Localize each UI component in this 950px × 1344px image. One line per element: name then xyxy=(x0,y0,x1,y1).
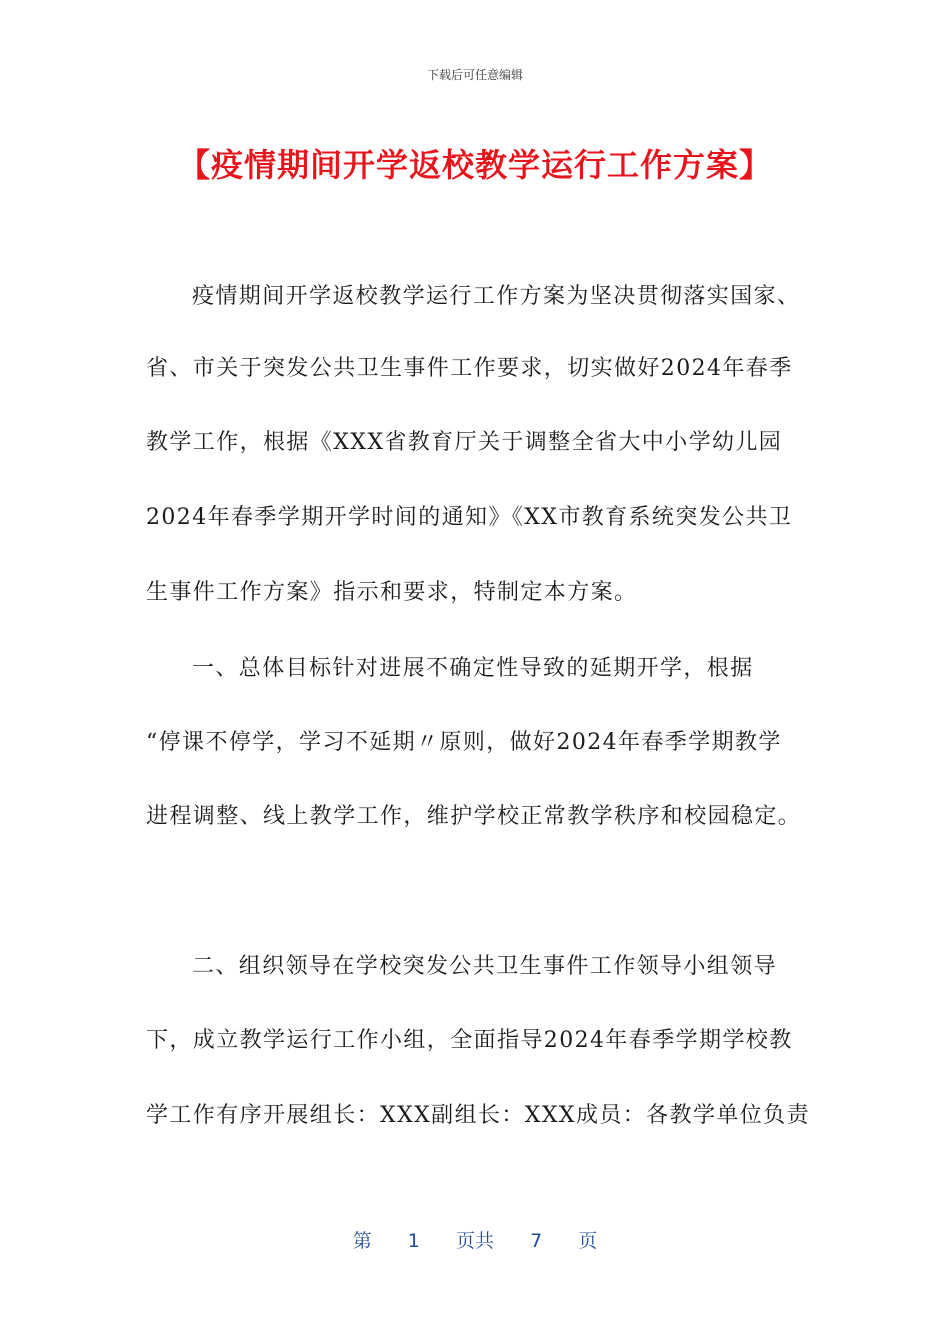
paragraph-line: 学工作有序开展组长：XXX副组长：XXX成员：各教学单位负责 xyxy=(146,1103,810,1128)
paragraph-line: 省、市关于突发公共卫生事件工作要求，切实做好2024年春季 xyxy=(146,356,793,381)
paragraph-line: 一、总体目标针对进展不确定性导致的延期开学，根据 xyxy=(192,656,754,681)
header-note: 下载后可任意编辑 xyxy=(426,68,523,82)
paragraph-line: 教学工作，根据《XXX省教育厅关于调整全省大中小学幼儿园 xyxy=(146,430,783,455)
paragraph-line: 下，成立教学运行工作小组，全面指导2024年春季学期学校教 xyxy=(146,1028,793,1053)
paragraph-line: 二、组织领导在学校突发公共卫生事件工作领导小组领导 xyxy=(192,954,778,979)
page-number-footer xyxy=(0,1226,950,1253)
paragraph-line: 进程调整、线上教学工作，维护学校正常教学秩序和校园稳定。 xyxy=(146,804,802,829)
footer-prefix: 第 xyxy=(352,1230,372,1252)
paragraph-line: “停课不停学，学习不延期〃原则，做好2024年春季学期教学 xyxy=(146,730,782,755)
footer-current-page: 1 xyxy=(407,1230,420,1252)
footer-total-pages: 7 xyxy=(530,1230,543,1252)
paragraph-line: 生事件工作方案》指示和要求，特制定本方案。 xyxy=(146,580,638,605)
footer-suffix: 页 xyxy=(578,1230,598,1252)
paragraph-line: 2024年春季学期开学时间的通知》《XX市教育系统突发公共卫 xyxy=(146,505,793,530)
paragraph-line: 疫情期间开学返校教学运行工作方案为坚决贯彻落实国家、 xyxy=(192,284,801,309)
footer-middle: 页共 xyxy=(455,1230,494,1252)
document-title: 【疫情期间开学返校教学运行工作方案】 xyxy=(177,146,772,184)
